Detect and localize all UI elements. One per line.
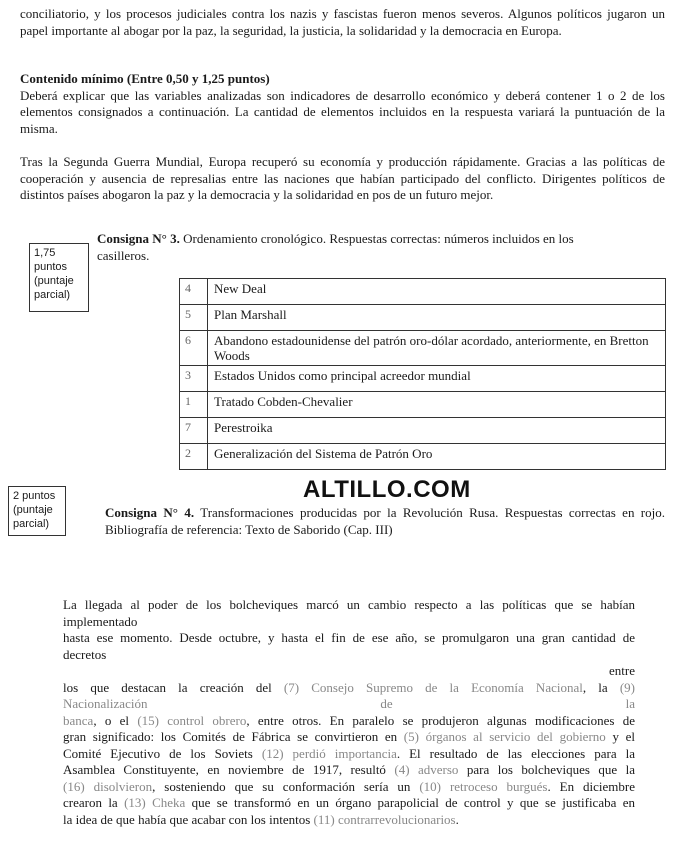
consigna4-heading <box>105 505 665 538</box>
intro-paragraph <box>20 6 665 39</box>
answer-highlight: la <box>625 696 635 711</box>
answer-highlight: (9) <box>619 679 635 695</box>
row-event: New Deal <box>208 279 666 305</box>
table-row <box>180 279 666 305</box>
consigna3-label: Consigna N° 3. <box>97 231 180 246</box>
answer-highlight: (11) contrarrevolucionarios <box>313 811 456 827</box>
paragraph-line <box>63 680 635 697</box>
paragraph-line: implementado <box>63 613 138 629</box>
paragraph-line <box>63 746 635 763</box>
row-number: 7 <box>180 418 208 444</box>
row-event: Plan Marshall <box>208 305 666 331</box>
score-value: 1,75 <box>34 247 56 259</box>
bolcheviques-paragraph <box>63 597 635 828</box>
paragraph-line <box>63 696 635 713</box>
text-run: , sosteniendo que su conformación sería un <box>152 778 420 794</box>
answer-highlight: (16) disolvieron <box>63 778 153 794</box>
answer-highlight: (10) retroceso burgués <box>419 778 548 794</box>
paragraph-line <box>63 713 635 730</box>
text-run: , la <box>582 679 620 695</box>
text-run: , entre otros. En paralelo se produjeron algunas modificaciones de <box>246 712 635 728</box>
text-run: para los bolcheviques que la <box>458 762 635 777</box>
row-number: 1 <box>180 392 208 418</box>
answer-highlight: (12) perdió importancia <box>261 745 397 761</box>
table-row <box>180 305 666 331</box>
answer-highlight: banca <box>63 712 94 728</box>
consigna3-text: Ordenamiento cronológico. Respuestas correctas: números incluidos en los casilleros. <box>97 231 574 263</box>
posguerra-text: Tras la Segunda Guerra Mundial, Europa recuperó su economía y producción rápidamente. Gracias a las políticas de cooperación y ausencia de represalias entre las naciones que habían participado del conflicto. Dirigentes políticos de distintos países abogaron la paz y la democracia y la solidaridad en pos de un futuro mejor. <box>20 154 665 202</box>
paragraph-line <box>63 812 635 829</box>
score-note: (puntaje <box>34 275 74 287</box>
table-row <box>180 366 666 392</box>
answer-highlight: de <box>380 696 393 711</box>
contenido-minimo-text: Deberá explicar que las variables analizadas son indicadores de desarrollo económico y deberá contener 1 o 2 de los elementos consignados a continuación. La cantidad de elementos incluidos en la respuesta variará la puntuación de la misma. <box>20 87 665 136</box>
text-run: los que destacan la creación del <box>63 679 284 695</box>
answer-highlight: (4) adverso <box>394 762 459 777</box>
score-note: (puntaje <box>13 504 53 516</box>
score-unit: puntos <box>34 261 68 273</box>
row-number: 2 <box>180 444 208 470</box>
consigna4-score-box <box>8 486 66 536</box>
answer-highlight: (15) control obrero <box>137 712 247 728</box>
text-run: que se transformó en un órgano parapolicial de control y que se justificaba en <box>185 795 635 810</box>
contenido-minimo-section <box>20 71 665 137</box>
chronology-table <box>179 278 666 470</box>
answer-highlight: (7) Consejo Supremo de la Economía Nacional <box>283 679 583 695</box>
paragraph-line <box>63 762 635 779</box>
table-row <box>180 392 666 418</box>
row-event: Abandono estadounidense del patrón oro-dólar acordado, anteriormente, en Bretton Woods <box>208 331 666 366</box>
intro-text: conciliatorio, y los procesos judiciales contra los nazis y fascistas fueron menos severos. Algunos políticos jugaron un papel importante al abogar por la paz, la seguridad, la justicia, la solidaridad y la democracia en Europa. <box>20 6 665 38</box>
text-run: crearon la <box>63 795 125 810</box>
paragraph-line: hasta ese momento. Desde octubre, y hasta el fin de ese año, se promulgaron una gran cantidad de <box>63 630 635 645</box>
paragraph-line <box>63 795 635 812</box>
score-note: parcial) <box>34 289 71 301</box>
row-event: Generalización del Sistema de Patrón Oro <box>208 444 666 470</box>
score-value: 2 puntos <box>13 490 56 502</box>
text-run: , o el <box>93 712 138 728</box>
table-row <box>180 444 666 470</box>
text-run: . El resultado de las elecciones para la <box>396 745 635 761</box>
text-run: Comité Ejecutivo de los Soviets <box>63 745 262 761</box>
row-number: 4 <box>180 279 208 305</box>
altillo-watermark: ALTILLO.COM <box>303 476 471 503</box>
consigna4-text: Transformaciones producidas por la Revolución Rusa. Respuestas correctas en rojo. Bibliografía de referencia: Texto de Saborido (Cap. III) <box>105 505 665 537</box>
answer-highlight: Nacionalización <box>63 696 148 711</box>
row-event: Tratado Cobden-Chevalier <box>208 392 666 418</box>
row-number: 6 <box>180 331 208 366</box>
score-note: parcial) <box>13 518 50 530</box>
text-run: Asamblea Constituyente, en noviembre de 1917, resultó <box>63 762 395 777</box>
posguerra-paragraph <box>20 154 665 204</box>
paragraph-line: decretos <box>63 646 107 662</box>
paragraph-line <box>63 729 635 746</box>
paragraph-line: La llegada al poder de los bolcheviques marcó un cambio respecto a las políticas que se habían <box>63 597 635 612</box>
contenido-minimo-heading: Contenido mínimo (Entre 0,50 y 1,25 puntos) <box>20 71 270 86</box>
table-row <box>180 331 666 366</box>
row-number: 5 <box>180 305 208 331</box>
row-number: 3 <box>180 366 208 392</box>
row-event: Estados Unidos como principal acreedor mundial <box>208 366 666 392</box>
row-event: Perestroika <box>208 418 666 444</box>
paragraph-line: entre <box>609 663 635 678</box>
consigna3-heading <box>97 231 627 264</box>
paragraph-line <box>63 779 635 796</box>
text-run: la idea de que había que acabar con los intentos <box>63 811 314 827</box>
table-row <box>180 418 666 444</box>
text-run: . <box>455 811 459 827</box>
answer-highlight: (13) Cheka <box>124 795 186 810</box>
consigna3-score-box <box>29 243 89 312</box>
text-run: y el <box>605 729 635 744</box>
text-run: . En diciembre <box>547 778 635 794</box>
consigna4-label: Consigna N° 4. <box>105 505 195 520</box>
answer-highlight: (5) órganos al servicio del gobierno <box>403 729 606 744</box>
text-run: gran significado: los Comités de Fábrica se convirtieron en <box>63 729 404 744</box>
